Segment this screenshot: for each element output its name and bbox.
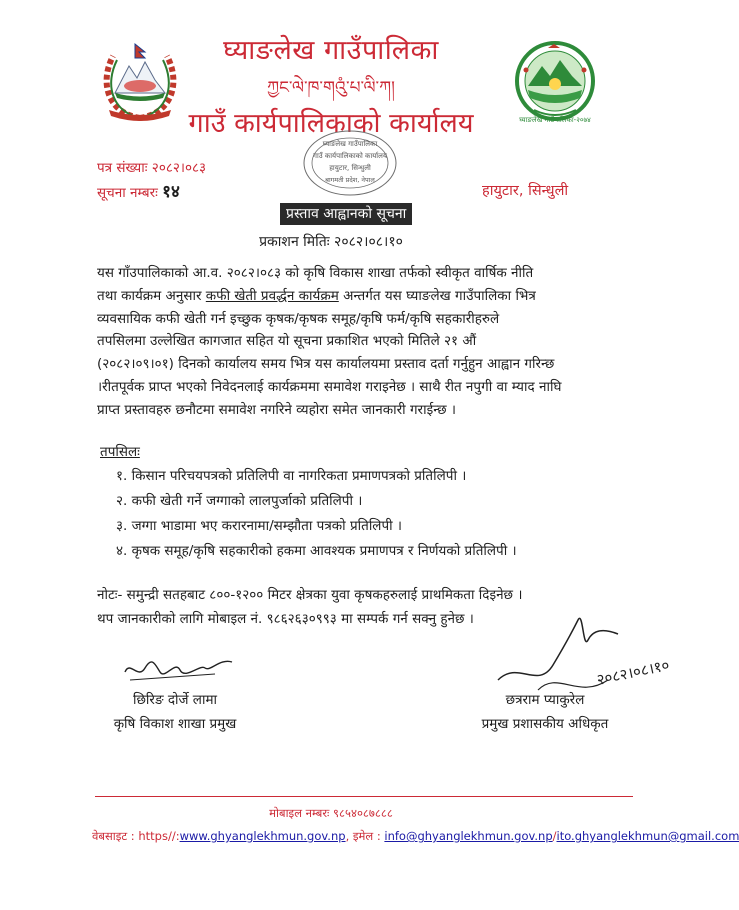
right-signatory-title: प्रमुख प्रशासकीय अधिकृत <box>481 716 609 732</box>
body-line: प्राप्त प्रस्तावहरु छनौटमा समावेश नगरिने व्यहोरा समेत जानकारी गराईन्छ । <box>97 401 456 418</box>
footer-mobile: मोबाइल नम्बरः ९८५४०८७८८८ <box>269 806 393 820</box>
list-item: १. किसान परिचयपत्रको प्रतिलिपी वा नागरिकता प्रमाणपत्रको प्रतिलिपी । <box>116 468 467 484</box>
notice-number-value: १४ <box>162 182 180 202</box>
email-separator: / <box>552 829 557 843</box>
website-link[interactable]: www.ghyanglekhmun.gov.np <box>179 829 346 843</box>
footer-contact <box>92 829 739 844</box>
left-signature <box>120 650 235 690</box>
notice-body <box>97 262 609 422</box>
body-line-suffix: अन्तर्गत यस घ्याङलेख गाउँपालिका भित्र <box>343 287 536 304</box>
body-line-prefix: तथा कार्यक्रम अनुसार <box>97 287 202 304</box>
notice-title: प्रस्ताव आह्वानको सूचना <box>280 203 412 225</box>
office-location: हायुटार, सिन्धुली <box>482 183 569 199</box>
right-signatory-name: छत्रराम प्याकुरेल <box>505 692 585 708</box>
body-line: (२०८२।०९।०१) दिनको कार्यालय समय भित्र यस कार्यालयमा प्रस्ताव दर्ता गर्नुहुन आह्वान गरिन्छ <box>97 356 555 373</box>
municipality-name-script: ཀྱང་ལེ་ཁ་གའུཾ་པ་ལི་ཀ། <box>267 78 395 98</box>
svg-text:घ्याङलेख गाउँपालिका: घ्याङलेख गाउँपालिका <box>322 140 378 148</box>
publication-date: प्रकाशन मितिः २०८२।०८।१० <box>259 234 403 250</box>
list-item: ४. कृषक समूह/कृषि सहकारीको हकमा आवश्यक प्रमाणपत्र र निर्णयको प्रतिलिपी । <box>116 543 517 559</box>
notice-number-label: सूचना नम्बरः <box>97 185 158 201</box>
body-line: ।रीतपूर्वक प्राप्त भएको निवेदनलाई कार्यक्रममा समावेश गराइनेछ । साथै रीत नपुगी वा म्याद नाघि <box>97 378 562 395</box>
office-title: गाउँ कार्यपालिकाको कार्यालय <box>188 108 474 139</box>
body-line: व्यवसायिक कफी खेती गर्न इच्छुक कृषक/कृषक समूह/कृषि फर्म/कृषि सहकारीहरुले <box>97 310 500 327</box>
svg-text:हायुटार, सिन्धुली: हायुटार, सिन्धुली <box>329 164 371 172</box>
note-contact: थप जानकारीको लागि मोबाइल नं. ९८६२६३०९९३ मा सम्पर्क गर्न सक्नु हुनेछ । <box>97 611 474 627</box>
details-heading: तपसिलः <box>100 444 140 460</box>
left-signatory-title: कृषि विकाश शाखा प्रमुख <box>113 716 237 732</box>
list-item: २. कफी खेती गर्ने जग्गाको लालपुर्जाको प्रतिलिपी । <box>116 493 363 509</box>
email-link-secondary[interactable]: ito.ghyanglekhmun@gmail.com <box>556 829 739 843</box>
body-line: तपसिलमा उल्लेखित कागजात सहित यो सूचना प्रकाशित भएको मितिले २१ औं <box>97 333 477 350</box>
office-stamp <box>300 128 400 198</box>
website-label: वेबसाइट : https//: <box>92 829 180 843</box>
notice-number <box>97 179 180 202</box>
footer-divider <box>95 796 633 797</box>
note-priority: नोटः- समुन्द्री सतहबाट ८००-१२०० मिटर क्षेत्रका युवा कृषकहरुलाई प्राथमिकता दिइनेछ । <box>97 587 523 603</box>
letter-number <box>97 158 206 176</box>
municipality-name: घ्याङलेख गाउँपालिका <box>223 35 439 66</box>
body-line <box>97 285 609 308</box>
program-name: कफी खेती प्रवर्द्धन कार्यक्रम <box>205 287 339 304</box>
letter-number-value: २०८२।०८३ <box>151 160 207 176</box>
svg-text:गाउँ कार्यपालिकाको कार्यालय: गाउँ कार्यपालिकाको कार्यालय <box>313 152 387 160</box>
logo-caption: घ्याङलेख गाउँपालिका-२०७४ <box>519 116 591 124</box>
body-line: यस गाँउपालिकाको आ.व. २०८२।०८३ को कृषि विकास शाखा तर्फको स्वीकृत वार्षिक नीति <box>97 265 534 281</box>
email-label: , इमेल : <box>345 829 381 843</box>
svg-text:बागमती प्रदेश, नेपाल: बागमती प्रदेश, नेपाल <box>325 176 375 184</box>
list-item: ३. जग्गा भाडामा भए करारनामा/सम्झौता पत्रको प्रतिलिपी । <box>116 518 403 534</box>
letter-number-label: पत्र संख्याः <box>97 160 148 176</box>
left-signatory-name: छिरिङ दोर्जे लामा <box>132 692 218 708</box>
svg-text:२०८२।०८।१०: २०८२।०८।१० <box>595 655 672 689</box>
email-link-primary[interactable]: info@ghyanglekhmun.gov.np <box>384 829 553 843</box>
